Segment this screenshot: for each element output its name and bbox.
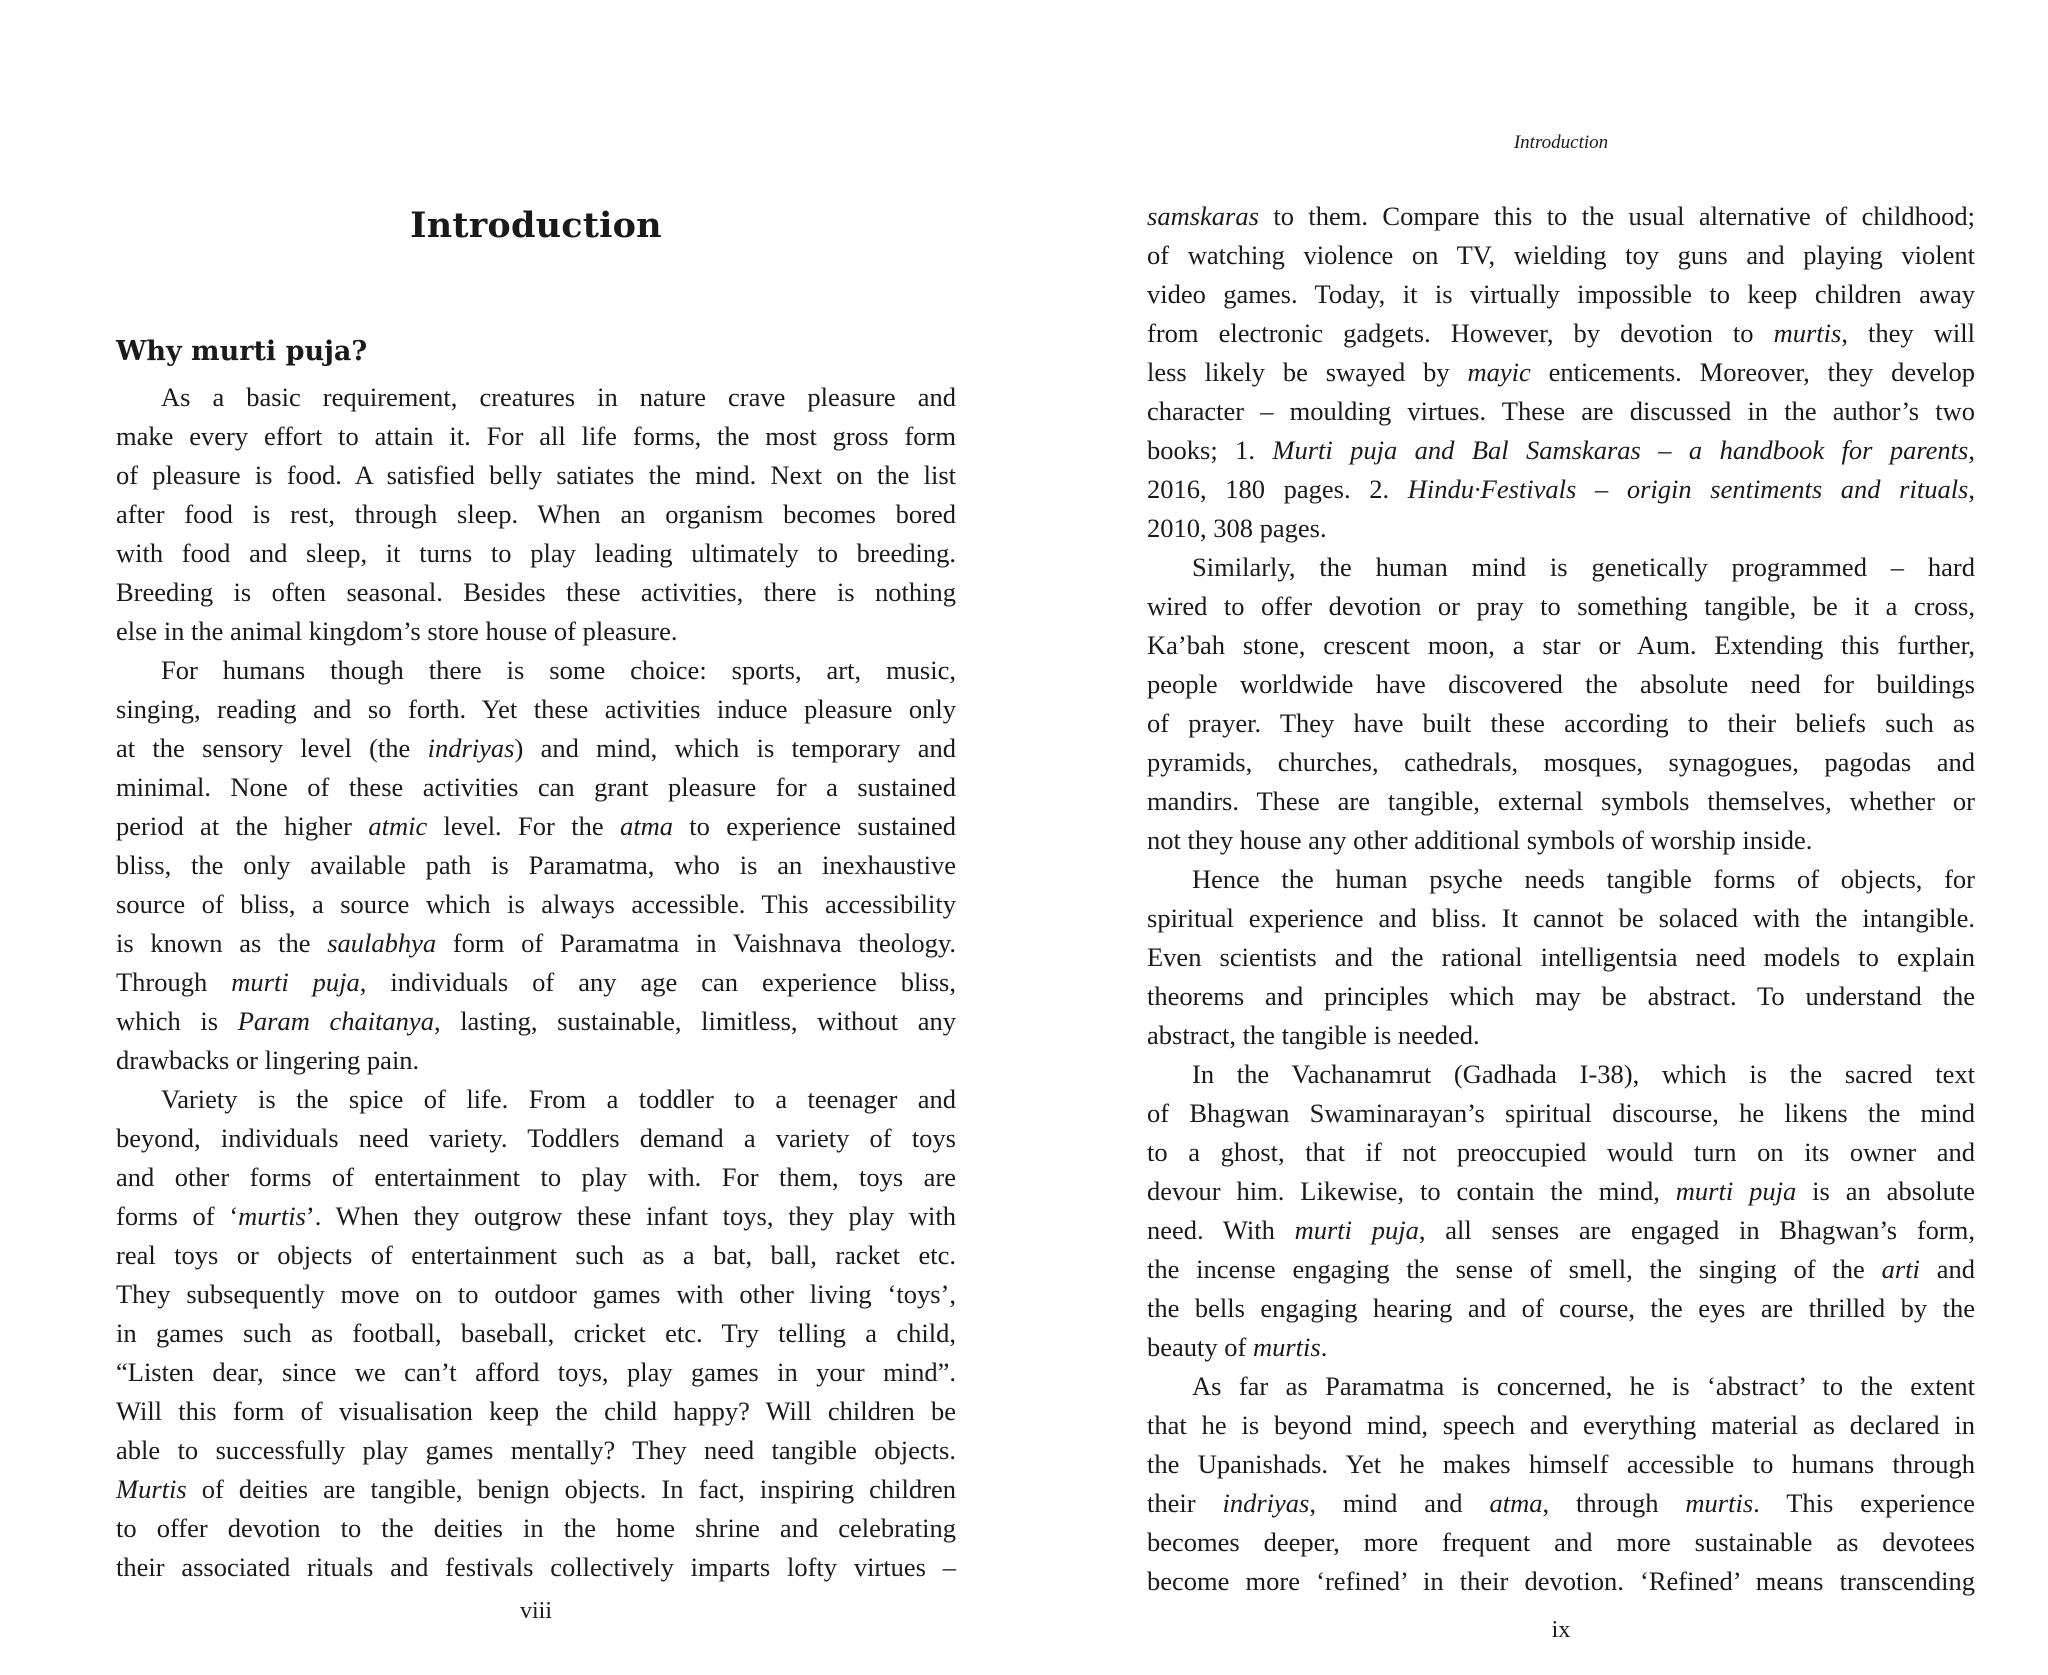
text-line: “Listen dear, since we can’t afford toys, play games in your mind”. — [116, 1357, 956, 1387]
text-line: at the sensory level (the indriyas) and mind, which is temporary and — [116, 733, 956, 763]
text-line: spiritual experience and bliss. It cannot be solaced with the intangible. — [1147, 903, 1975, 933]
text-line: to a ghost, that if not preoccupied would turn on its owner and — [1147, 1137, 1975, 1167]
text-line: beyond, individuals need variety. Toddlers demand a variety of toys — [116, 1123, 956, 1153]
text-line: They subsequently move on to outdoor games with other living ‘toys’, — [116, 1279, 956, 1309]
text-line: that he is beyond mind, speech and everything material as declared in — [1147, 1410, 1975, 1440]
text-line: period at the higher atmic level. For the atma to experience sustained — [116, 811, 957, 841]
text-line: and other forms of entertainment to play with. For them, toys are — [116, 1162, 956, 1192]
italic-term: arti — [1881, 1254, 1920, 1284]
text-line: minimal. None of these activities can grant pleasure for a sustained — [116, 772, 956, 802]
text-line: Breeding is often seasonal. Besides these activities, there is nothing — [116, 577, 956, 607]
text-line: bliss, the only available path is Paramatma, who is an inexhaustive — [116, 850, 956, 880]
italic-term: samskaras — [1147, 201, 1259, 231]
text-line: is known as the saulabhya form of Paramatma in Vaishnava theology. — [116, 928, 956, 958]
text-line: As a basic requirement, creatures in nature crave pleasure and — [161, 382, 956, 412]
italic-term: indriyas — [427, 733, 515, 763]
italic-term: murtis — [1773, 318, 1842, 348]
italic-term: mayic — [1467, 357, 1531, 387]
right-page — [1024, 0, 2048, 1675]
text-line: Ka’bah stone, crescent moon, a star or Aum. Extending this further, — [1147, 630, 1975, 660]
text-line: of Bhagwan Swaminarayan’s spiritual discourse, he likens the mind — [1147, 1098, 1975, 1128]
text-line: people worldwide have discovered the absolute need for buildings — [1147, 669, 1975, 699]
italic-term: murtis — [1685, 1488, 1754, 1518]
italic-term: indriyas — [1222, 1488, 1310, 1518]
running-header: Introduction — [1513, 132, 1609, 153]
text-line: else in the animal kingdom’s store house of pleasure. — [116, 616, 678, 646]
text-line: beauty of murtis. — [1147, 1332, 1328, 1362]
text-line: devour him. Likewise, to contain the mind, murti puja is an absolute — [1147, 1176, 1975, 1206]
text-line: As far as Paramatma is concerned, he is ‘abstract’ to the extent — [1192, 1371, 1975, 1401]
italic-term: murti puja — [1294, 1215, 1419, 1245]
italic-term: Murti puja and Bal Samskaras – a handbook for parents — [1272, 435, 1969, 465]
text-line: with food and sleep, it turns to play leading ultimately to breeding. — [116, 538, 956, 568]
text-line: to offer devotion to the deities in the home shrine and celebrating — [116, 1513, 956, 1543]
text-line: samskaras to them. Compare this to the usual alternative of childhood; — [1147, 201, 1975, 231]
text-line: singing, reading and so forth. Yet these activities induce pleasure only — [116, 694, 956, 724]
text-line: the bells engaging hearing and of course, the eyes are thrilled by the — [1147, 1293, 1975, 1323]
text-line: forms of ‘murtis’. When they outgrow these infant toys, they play with — [116, 1201, 956, 1231]
text-line: Even scientists and the rational intelligentsia need models to explain — [1147, 942, 1975, 972]
text-line: Variety is the spice of life. From a toddler to a teenager and — [161, 1084, 956, 1114]
text-line: less likely be swayed by mayic enticements. Moreover, they develop — [1147, 357, 1975, 387]
text-line: not they house any other additional symbols of worship inside. — [1147, 825, 1813, 855]
text-line: Hence the human psyche needs tangible forms of objects, for — [1192, 864, 1975, 894]
text-line: pyramids, churches, cathedrals, mosques, synagogues, pagodas and — [1147, 747, 1975, 777]
text-line: books; 1. Murti puja and Bal Samskaras – a handbook for parents, — [1147, 435, 1975, 465]
text-line: able to successfully play games mentally? They need tangible objects. — [116, 1435, 956, 1465]
text-line: becomes deeper, more frequent and more sustainable as devotees — [1147, 1527, 1975, 1557]
text-line: 2010, 308 pages. — [1147, 513, 1327, 543]
text-line: abstract, the tangible is needed. — [1147, 1020, 1480, 1050]
text-line: become more ‘refined’ in their devotion. ‘Refined’ means transcending — [1147, 1566, 1975, 1596]
text-line: need. With murti puja, all senses are engaged in Bhagwan’s form, — [1147, 1215, 1975, 1245]
page-number: ix — [1551, 1617, 1571, 1643]
text-line: of pleasure is food. A satisfied belly satiates the mind. Next on the list — [116, 460, 956, 490]
text-line: real toys or objects of entertainment such as a bat, ball, racket etc. — [116, 1240, 956, 1270]
text-line: in games such as football, baseball, cricket etc. Try telling a child, — [116, 1318, 956, 1348]
text-line: of prayer. They have built these according to their beliefs such as — [1147, 708, 1975, 738]
left-page-body-text — [116, 378, 956, 1587]
text-line: 2016, 180 pages. 2. Hindu·Festivals – origin sentiments and rituals, — [1147, 474, 1975, 504]
text-line: For humans though there is some choice: sports, art, music, — [161, 655, 956, 685]
text-line: character – moulding virtues. These are discussed in the author’s two — [1147, 396, 1975, 426]
text-line: theorems and principles which may be abstract. To understand the — [1147, 981, 1975, 1011]
text-line: their associated rituals and festivals collectively imparts lofty virtues – — [116, 1552, 956, 1582]
text-line: make every effort to attain it. For all life forms, the most gross form — [116, 421, 956, 451]
chapter-title: Introduction — [410, 205, 662, 246]
text-line: after food is rest, through sleep. When an organism becomes bored — [116, 499, 956, 529]
text-line: which is Param chaitanya, lasting, sustainable, limitless, without any — [116, 1006, 957, 1036]
italic-term: Param chaitanya — [237, 1006, 434, 1036]
text-line: wired to offer devotion or pray to something tangible, be it a cross, — [1147, 591, 1975, 621]
section-heading: Why murti puja? — [116, 336, 368, 367]
text-line: Will this form of visualisation keep the child happy? Will children be — [116, 1396, 956, 1426]
text-line: their indriyas, mind and atma, through murtis. This experience — [1147, 1488, 1975, 1518]
text-line: mandirs. These are tangible, external symbols themselves, whether or — [1147, 786, 1975, 816]
text-line: drawbacks or lingering pain. — [116, 1045, 420, 1075]
page-number: viii — [519, 1598, 552, 1624]
text-line: Similarly, the human mind is genetically programmed – hard — [1192, 552, 1975, 582]
text-line: from electronic gadgets. However, by devotion to murtis, they will — [1147, 318, 1975, 348]
text-line: Through murti puja, individuals of any age can experience bliss, — [116, 967, 956, 997]
italic-term: atmic — [368, 811, 428, 841]
italic-term: Murtis — [116, 1474, 187, 1504]
text-line: In the Vachanamrut (Gadhada I-38), which is the sacred text — [1192, 1059, 1975, 1089]
italic-term: atma — [619, 811, 673, 841]
text-line: of watching violence on TV, wielding toy guns and playing violent — [1147, 240, 1975, 270]
right-page-body-text — [1147, 197, 1975, 1601]
italic-term: murtis — [1252, 1332, 1321, 1362]
italic-term: murti puja — [1675, 1176, 1797, 1206]
text-line: video games. Today, it is virtually impossible to keep children away — [1147, 279, 1975, 309]
text-line: the incense engaging the sense of smell, the singing of the arti and — [1147, 1254, 1975, 1284]
text-line: Murtis of deities are tangible, benign objects. In fact, inspiring children — [116, 1474, 956, 1504]
italic-term: atma — [1489, 1488, 1543, 1518]
text-line: the Upanishads. Yet he makes himself accessible to humans through — [1147, 1449, 1975, 1479]
italic-term: murti puja — [231, 967, 360, 997]
italic-term: murtis — [238, 1201, 306, 1231]
text-line: source of bliss, a source which is always accessible. This accessibility — [116, 889, 956, 919]
italic-term: Hindu·Festivals – origin sentiments and rituals — [1407, 474, 1969, 504]
italic-term: saulabhya — [327, 928, 437, 958]
